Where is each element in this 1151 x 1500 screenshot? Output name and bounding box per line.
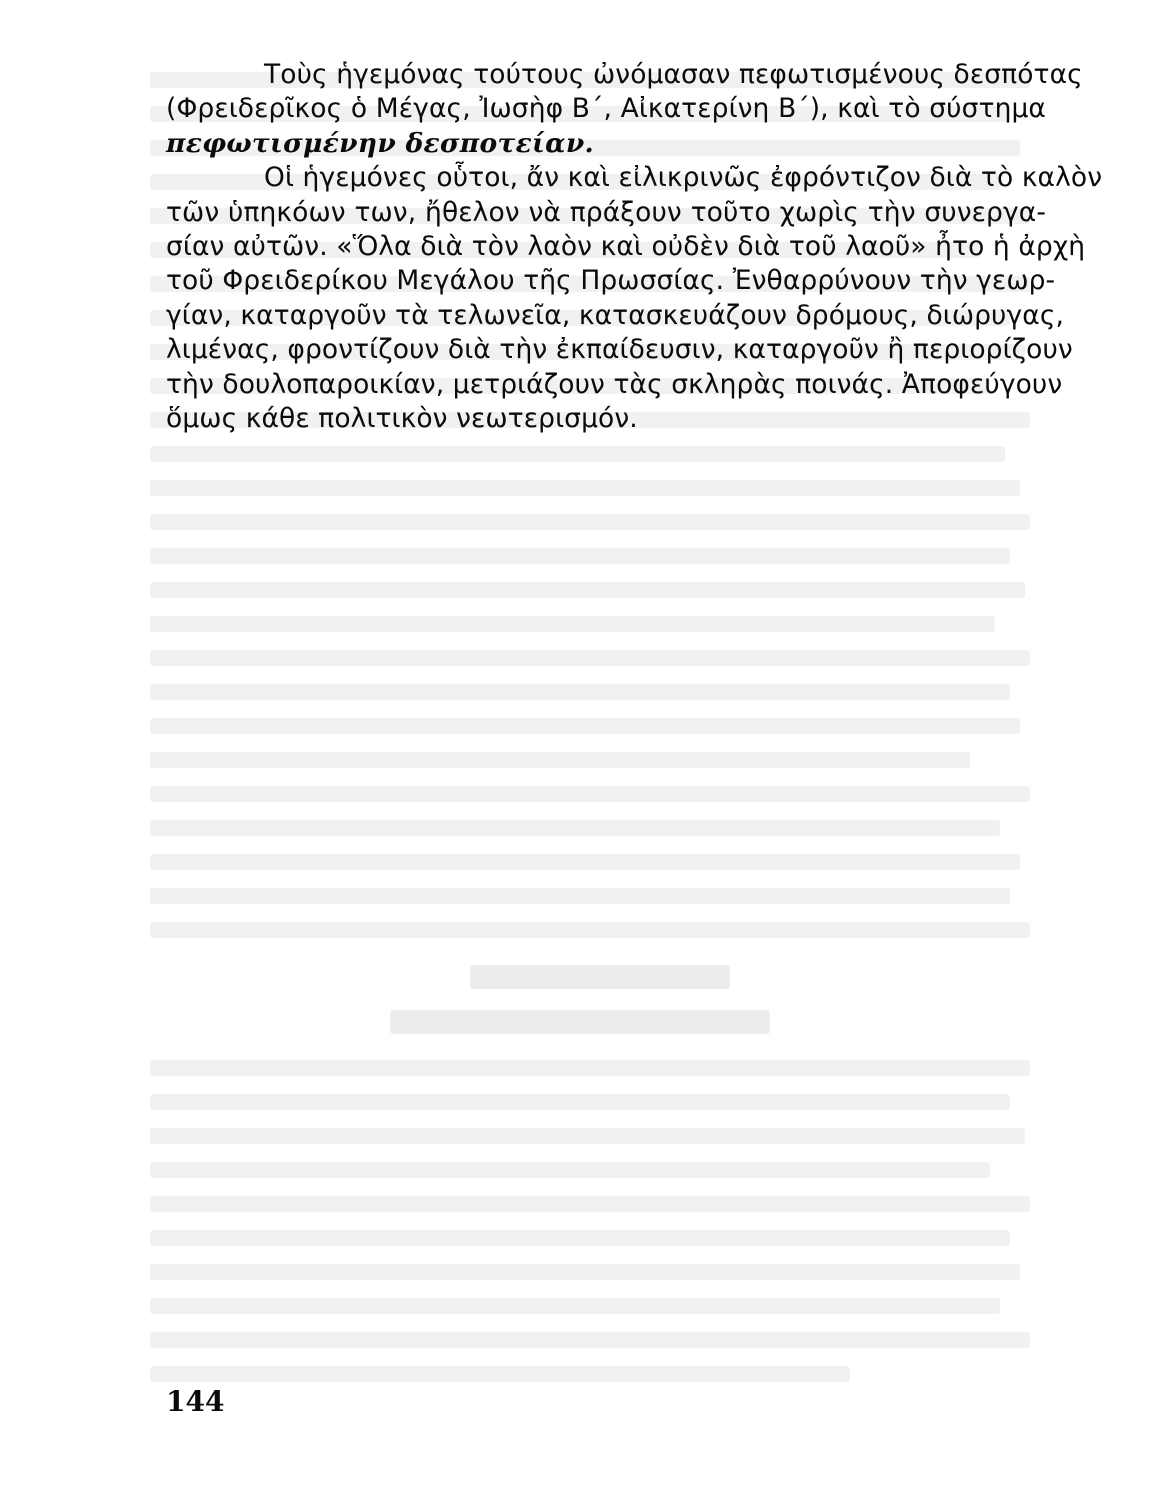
paragraph-2-line-1: Οἱ ἡγεμόνες οὗτοι, ἄν καὶ εἰλικρινῶς ἐφρόντιζον διὰ τὸ καλὸν — [264, 162, 1103, 194]
page-body — [166, 58, 1103, 436]
paragraph-2-line-2: τῶν ὑπηκόων των, ἤθελον νὰ πράξουν τοῦτο χωρὶς τὴν συνεργα- — [166, 196, 1046, 228]
paragraph-1-line-1: Τοὺς ἡγεμόνας τούτους ὠνόμασαν πεφωτισμένους δεσπότας — [264, 59, 1083, 90]
bold-term-enlightened-despotism: πεφωτισμένην δεσποτείαν. — [166, 127, 595, 159]
paragraph-2-line-5: γίαν, καταργοῦν τὰ τελωνεῖα, κατασκευάζουν δρόμους, διώρυγας, — [166, 299, 1065, 331]
paragraph-2-line-6: λιμένας, φροντίζουν διὰ τὴν ἐκπαίδευσιν, καταργοῦν ἢ περιορίζουν — [166, 334, 1073, 366]
paragraph-1-line-3 — [166, 127, 1046, 161]
paragraph-2 — [166, 161, 1103, 436]
page-number: 144 — [166, 1385, 225, 1418]
paragraph-2-line-4: τοῦ Φρειδερίκου Μεγάλου τῆς Πρωσσίας. Ἐνθαρρύνουν τὴν γεωρ- — [166, 265, 1056, 297]
paragraph-1-line-2: (Φρειδερῖκος ὁ Μέγας, Ἰωσὴφ Β΄, Αἰκατερίνη Β΄), καὶ τὸ σύστημα — [166, 93, 1046, 125]
paragraph-2-line-7: τὴν δουλοπαροικίαν, μετριάζουν τὰς σκληρὰς ποινάς. Ἀποφεύγουν — [166, 368, 1063, 400]
paragraph-1 — [166, 58, 1083, 161]
paragraph-2-line-8: ὅμως κάθε πολιτικὸν νεωτερισμόν. — [166, 403, 638, 435]
paragraph-2-line-3: σίαν αὐτῶν. «Ὅλα διὰ τὸν λαὸν καὶ οὐδὲν διὰ τοῦ λαοῦ» ἦτο ἡ ἀρχὴ — [166, 231, 1086, 263]
